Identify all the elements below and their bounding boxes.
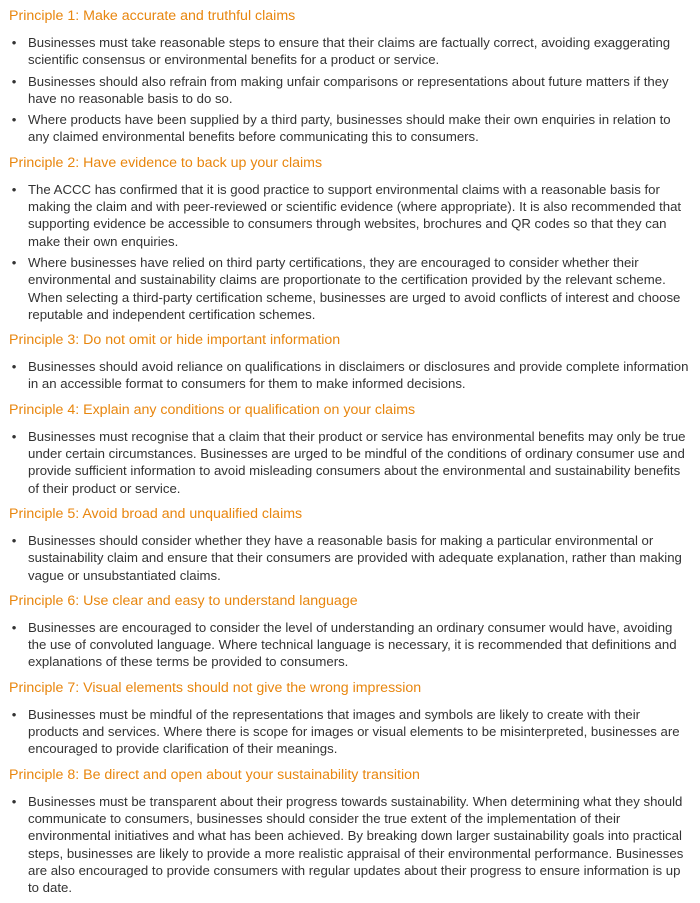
bullet-text: Businesses must be mindful of the representations that images and symbols are likely to create with their products and services. Where there is scope for images or visual elements to be misinterpreted, businesses are encouraged to provide clarification of their meanings.: [28, 706, 680, 757]
bullet-icon: •: [11, 793, 17, 809]
principle-7-section: [9, 678, 692, 758]
principle-8-bullets: [9, 793, 692, 897]
bullet-icon: •: [11, 254, 17, 270]
principle-3-section: [9, 330, 692, 393]
bullet-point: [9, 254, 692, 323]
bullet-icon: •: [11, 181, 17, 197]
bullet-text: Businesses must recognise that a claim that their product or service has environmental benefits may only be true under certain circumstances. Businesses are urged to be mindful of the conditions of ordinary consumer use and provide sufficient information to avoid misleading consumers about the environmental and sustainability benefits of their product or service.: [28, 428, 686, 496]
principle-6-heading: Principle 6: Use clear and easy to understand language: [9, 592, 358, 609]
bullet-text: Where businesses have relied on third party certifications, they are encouraged to consider whether their environmental and sustainability claims are proportionate to the certification provided by the relevant scheme. When selecting a third-party certification scheme, businesses are urged to avoid conflicts of interest and choose reputable and independent certification schemes.: [28, 254, 681, 322]
bullet-text: Businesses must be transparent about their progress towards sustainability. When determining what they should communicate to consumers, businesses should consider the true extent of the implementation of their environmental initiatives and what has been achieved. By breaking down larger sustainability goals into practical steps, businesses are likely to provide a more realistic appraisal of their environmental performance. Businesses are also encouraged to provide consumers with regular updates about their progress to ensure information is up to date.: [28, 793, 684, 896]
bullet-point: [9, 34, 692, 69]
principle-7-bullets: [9, 706, 692, 758]
principle-1-heading: Principle 1: Make accurate and truthful claims: [9, 8, 296, 24]
bullet-text: Businesses are encouraged to consider the level of understanding an ordinary consumer would have, avoiding the use of convoluted language. Where technical language is necessary, it is recommended that definitions and explanations of these terms be provided to consumers.: [28, 619, 677, 670]
principle-4-section: [9, 400, 692, 497]
principle-2-heading: Principle 2: Have evidence to back up your claims: [9, 154, 323, 171]
bullet-icon: •: [11, 112, 17, 128]
bullet-text: Businesses should avoid reliance on qualifications in disclaimers or disclosures and provide complete information in an accessible format to consumers for them to make informed decisions.: [28, 359, 689, 392]
principle-3-bullets: [9, 358, 692, 393]
principle-5-section: [9, 504, 692, 584]
bullet-point: [9, 111, 692, 146]
principle-7-heading: Principle 7: Visual elements should not give the wrong impression: [9, 679, 422, 696]
bullet-point: [9, 428, 692, 497]
bullet-icon: •: [11, 619, 17, 635]
bullet-icon: •: [11, 73, 17, 89]
principle-6-bullets: [9, 619, 692, 671]
document-body: [9, 6, 692, 903]
principle-4-bullets: [9, 428, 692, 497]
bullet-text: Businesses should also refrain from making unfair comparisons or representations about future matters if they have no reasonable basis to do so.: [28, 73, 669, 106]
bullet-text: Where products have been supplied by a third party, businesses should make their own enquiries in relation to any claimed environmental benefits before communicating this to consumers.: [28, 112, 671, 145]
principle-3-heading: Principle 3: Do not omit or hide important information: [9, 332, 341, 349]
principle-4-heading: Principle 4: Explain any conditions or qualification on your claims: [9, 401, 416, 418]
bullet-text: The ACCC has confirmed that it is good practice to support environmental claims with a reasonable basis for making the claim and with peer-reviewed or scientific evidence (where appropriate). It is also recommended that supporting evidence be accessible to consumers through websites, brochures and QR codes so that they can make their own enquiries.: [28, 181, 682, 249]
bullet-text: Businesses should consider whether they have a reasonable basis for making a particular environmental or sustainability claim and ensure that their consumers are provided with adequate explanation, rather than making vague or unsubstantiated claims.: [28, 532, 682, 583]
principle-2-bullets: [9, 181, 692, 323]
bullet-icon: •: [11, 35, 17, 50]
principle-2-section: [9, 153, 692, 323]
bullet-text: Businesses must take reasonable steps to ensure that their claims are factually correct, avoiding exaggerating scientific consensus or environmental benefits for a product or service.: [28, 35, 671, 68]
principle-8-heading: Principle 8: Be direct and open about your sustainability transition: [9, 766, 420, 783]
bullet-icon: •: [11, 532, 17, 548]
bullet-point: [9, 73, 692, 108]
bullet-point: [9, 793, 692, 897]
bullet-point: [9, 619, 692, 671]
bullet-icon: •: [11, 359, 17, 375]
principle-5-bullets: [9, 532, 692, 584]
principle-1-section: [9, 6, 692, 146]
bullet-point: [9, 532, 692, 584]
principle-8-section: [9, 765, 692, 897]
bullet-icon: •: [11, 428, 17, 444]
principle-5-heading: Principle 5: Avoid broad and unqualified claims: [9, 505, 303, 522]
bullet-point: [9, 706, 692, 758]
principle-1-bullets: [9, 34, 692, 146]
bullet-point: [9, 181, 692, 250]
bullet-point: [9, 358, 692, 393]
bullet-icon: •: [11, 706, 17, 722]
principle-6-section: [9, 591, 692, 671]
